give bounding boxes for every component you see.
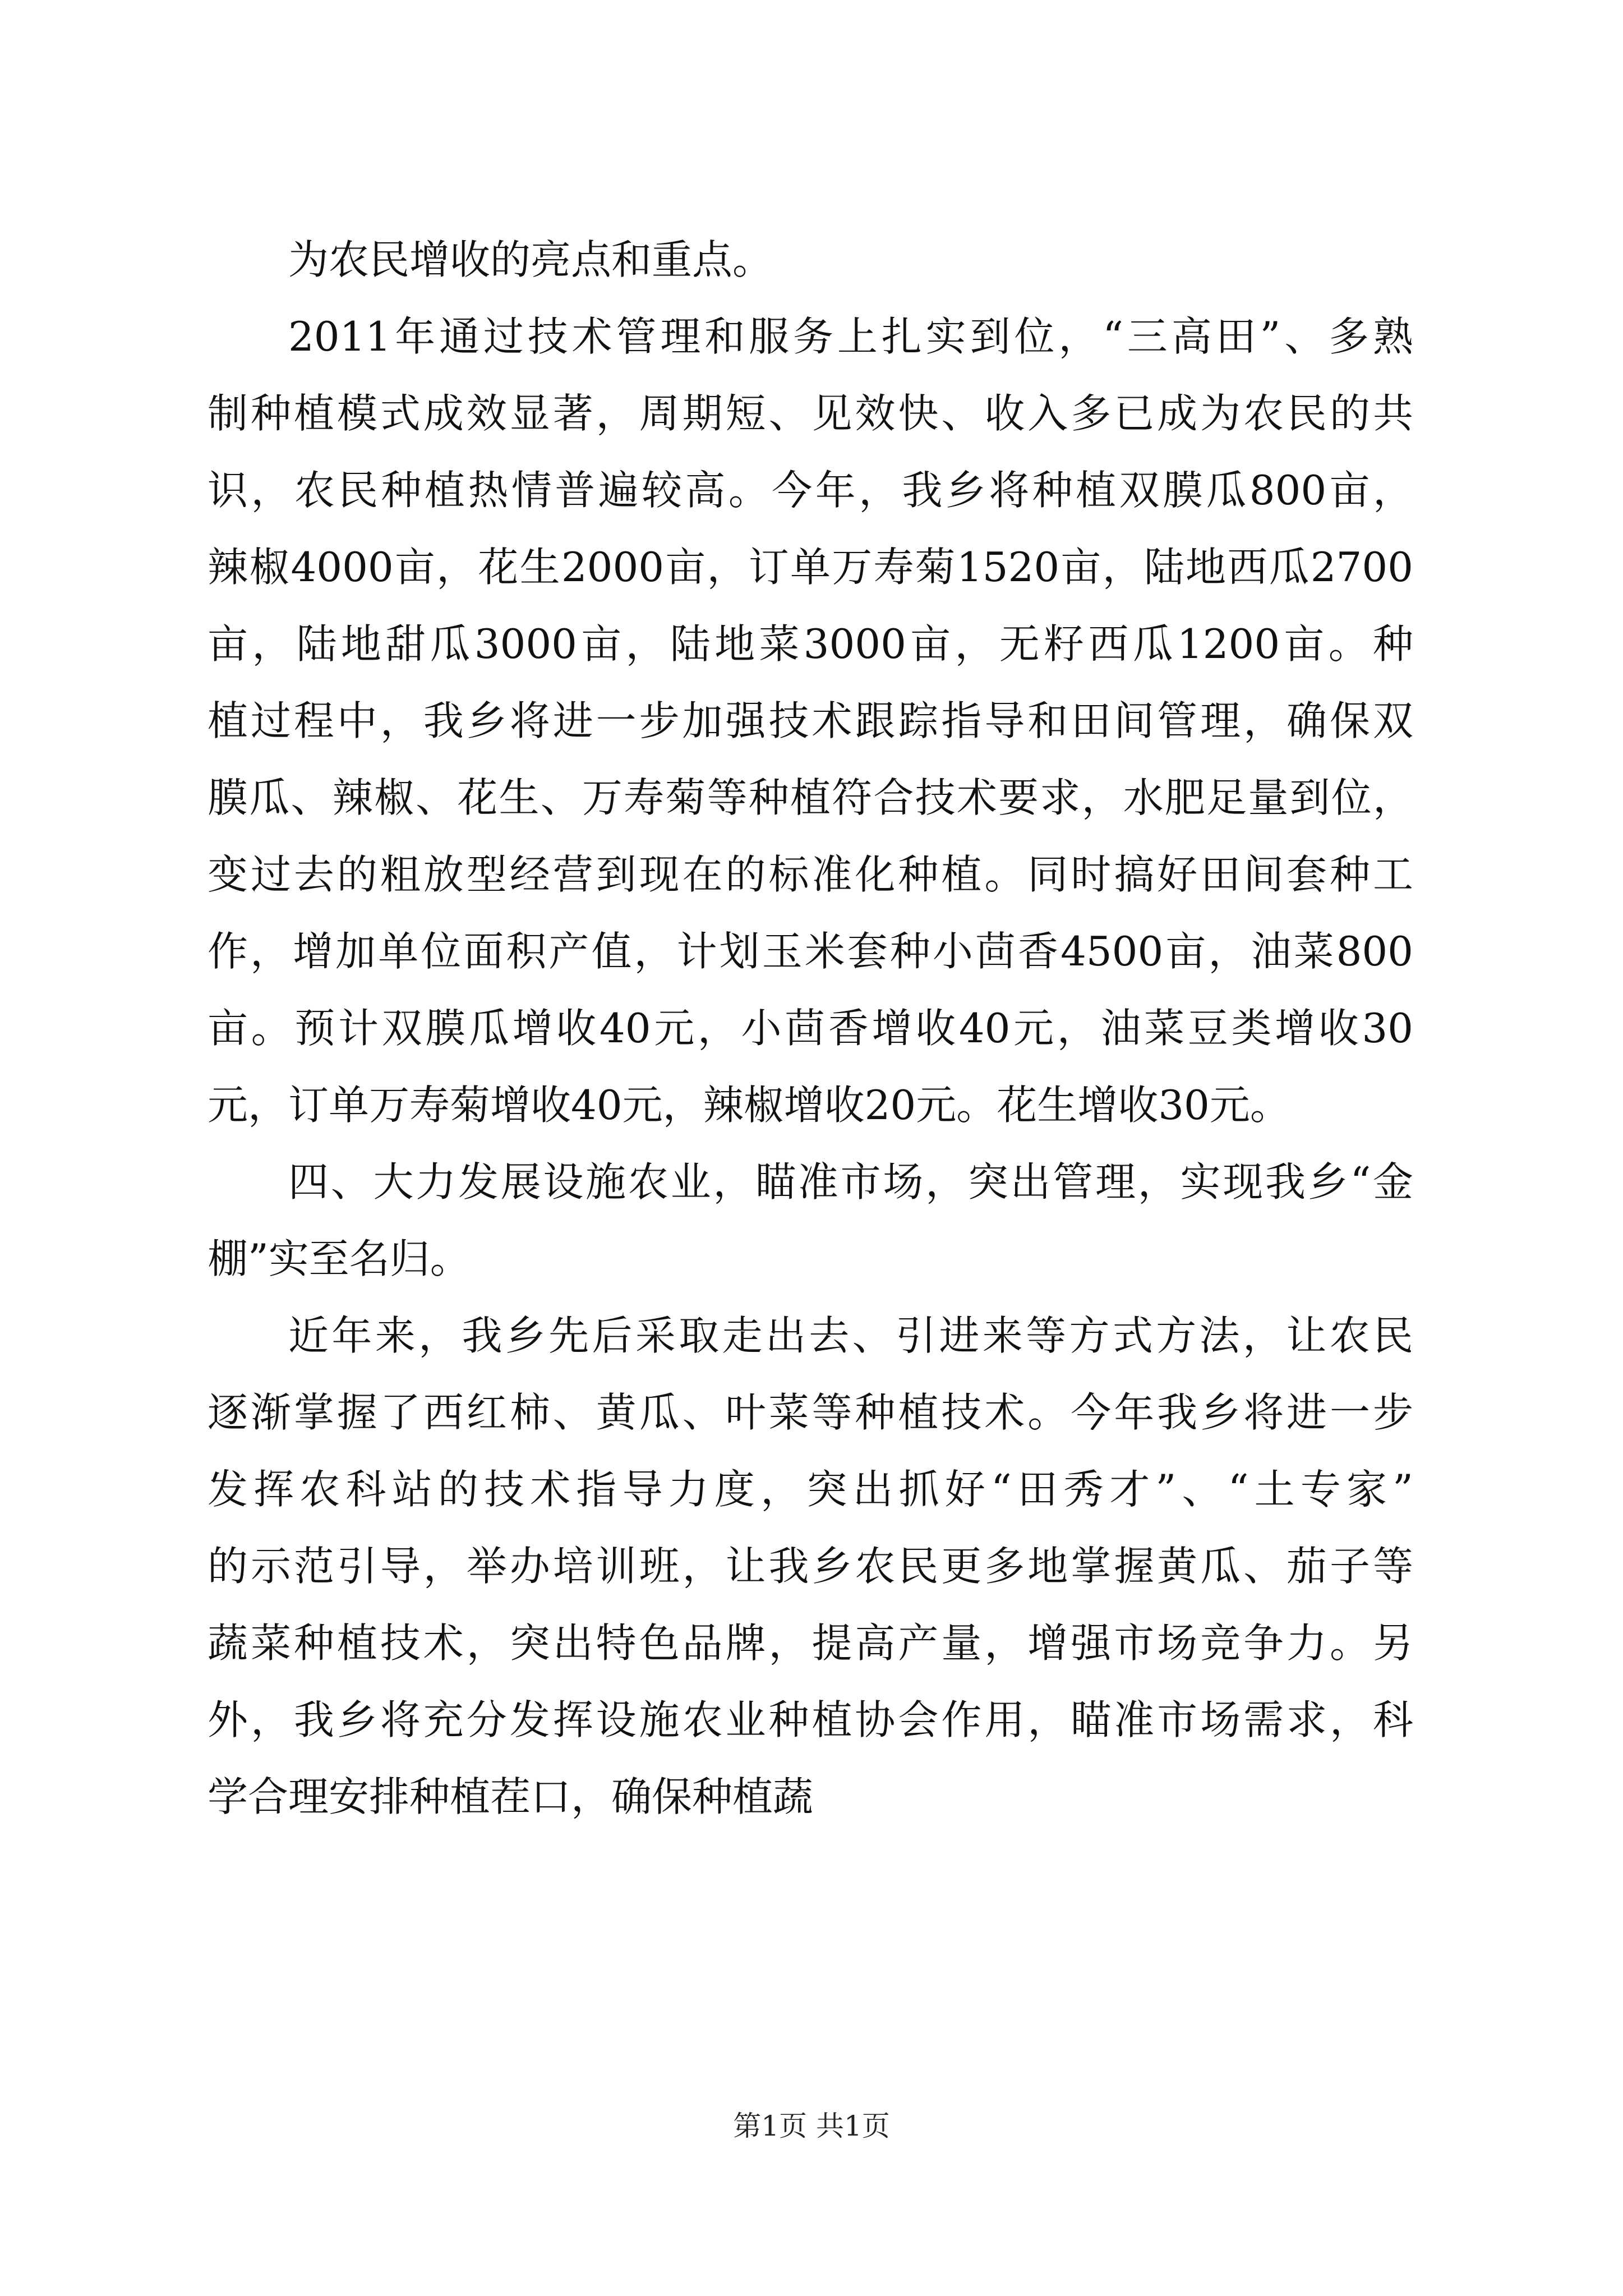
text-line: 外，我乡将充分发挥设施农业种植协会作用，瞄准市场需求，科: [208, 1696, 1413, 1743]
text-line: 作，增加单位面积产值，计划玉米套种小茴香4500亩，油菜800: [208, 928, 1413, 975]
text-line: 2011年通过技术管理和服务上扎实到位，“三高田”、多熟: [288, 313, 1413, 360]
text-line: 的示范引导，举办培训班，让我乡农民更多地掌握黄瓜、茄子等: [208, 1543, 1413, 1590]
body-text: [208, 222, 1413, 1835]
text-line: 发挥农科站的技术指导力度，突出抓好“田秀才”、“土专家”: [208, 1466, 1413, 1513]
text-line: 蔬菜种植技术，突出特色品牌，提高产量，增强市场竞争力。另: [208, 1619, 1413, 1667]
text-line: 近年来，我乡先后采取走出去、引进来等方式方法，让农民: [288, 1312, 1413, 1359]
section-heading-line: 四、大力发展设施农业，瞄准市场，突出管理，实现我乡“金: [288, 1158, 1413, 1205]
text-line: 变过去的粗放型经营到现在的标准化种植。同时搞好田间套种工: [208, 851, 1413, 898]
text-line: 学合理安排种植茬口，确保种植蔬: [208, 1773, 814, 1820]
text-line: 识，农民种植热情普遍较高。今年，我乡将种植双膜瓜800亩，: [208, 467, 1413, 514]
text-line: 为农民增收的亮点和重点。: [288, 236, 773, 283]
page-footer: 第1页 共1页: [733, 2110, 890, 2142]
text-line: 植过程中，我乡将进一步加强技术跟踪指导和田间管理，确保双: [208, 697, 1413, 744]
text-line: 亩，陆地甜瓜3000亩，陆地菜3000亩，无籽西瓜1200亩。种: [208, 620, 1413, 668]
text-line: 逐渐掌握了西红柿、黄瓜、叶菜等种植技术。今年我乡将进一步: [208, 1389, 1413, 1436]
text-line: 制种植模式成效显著，周期短、见效快、收入多已成为农民的共: [208, 390, 1413, 437]
text-line: 辣椒4000亩，花生2000亩，订单万寿菊1520亩，陆地西瓜2700: [208, 544, 1413, 591]
text-line: 膜瓜、辣椒、花生、万寿菊等种植符合技术要求，水肥足量到位，: [208, 774, 1413, 821]
text-line: 元，订单万寿菊增收40元，辣椒增收20元。花生增收30元。: [208, 1082, 1290, 1129]
section-heading-line: 棚”实至名归。: [208, 1235, 471, 1282]
text-line: 亩。预计双膜瓜增收40元，小茴香增收40元，油菜豆类增收30: [208, 1005, 1413, 1052]
